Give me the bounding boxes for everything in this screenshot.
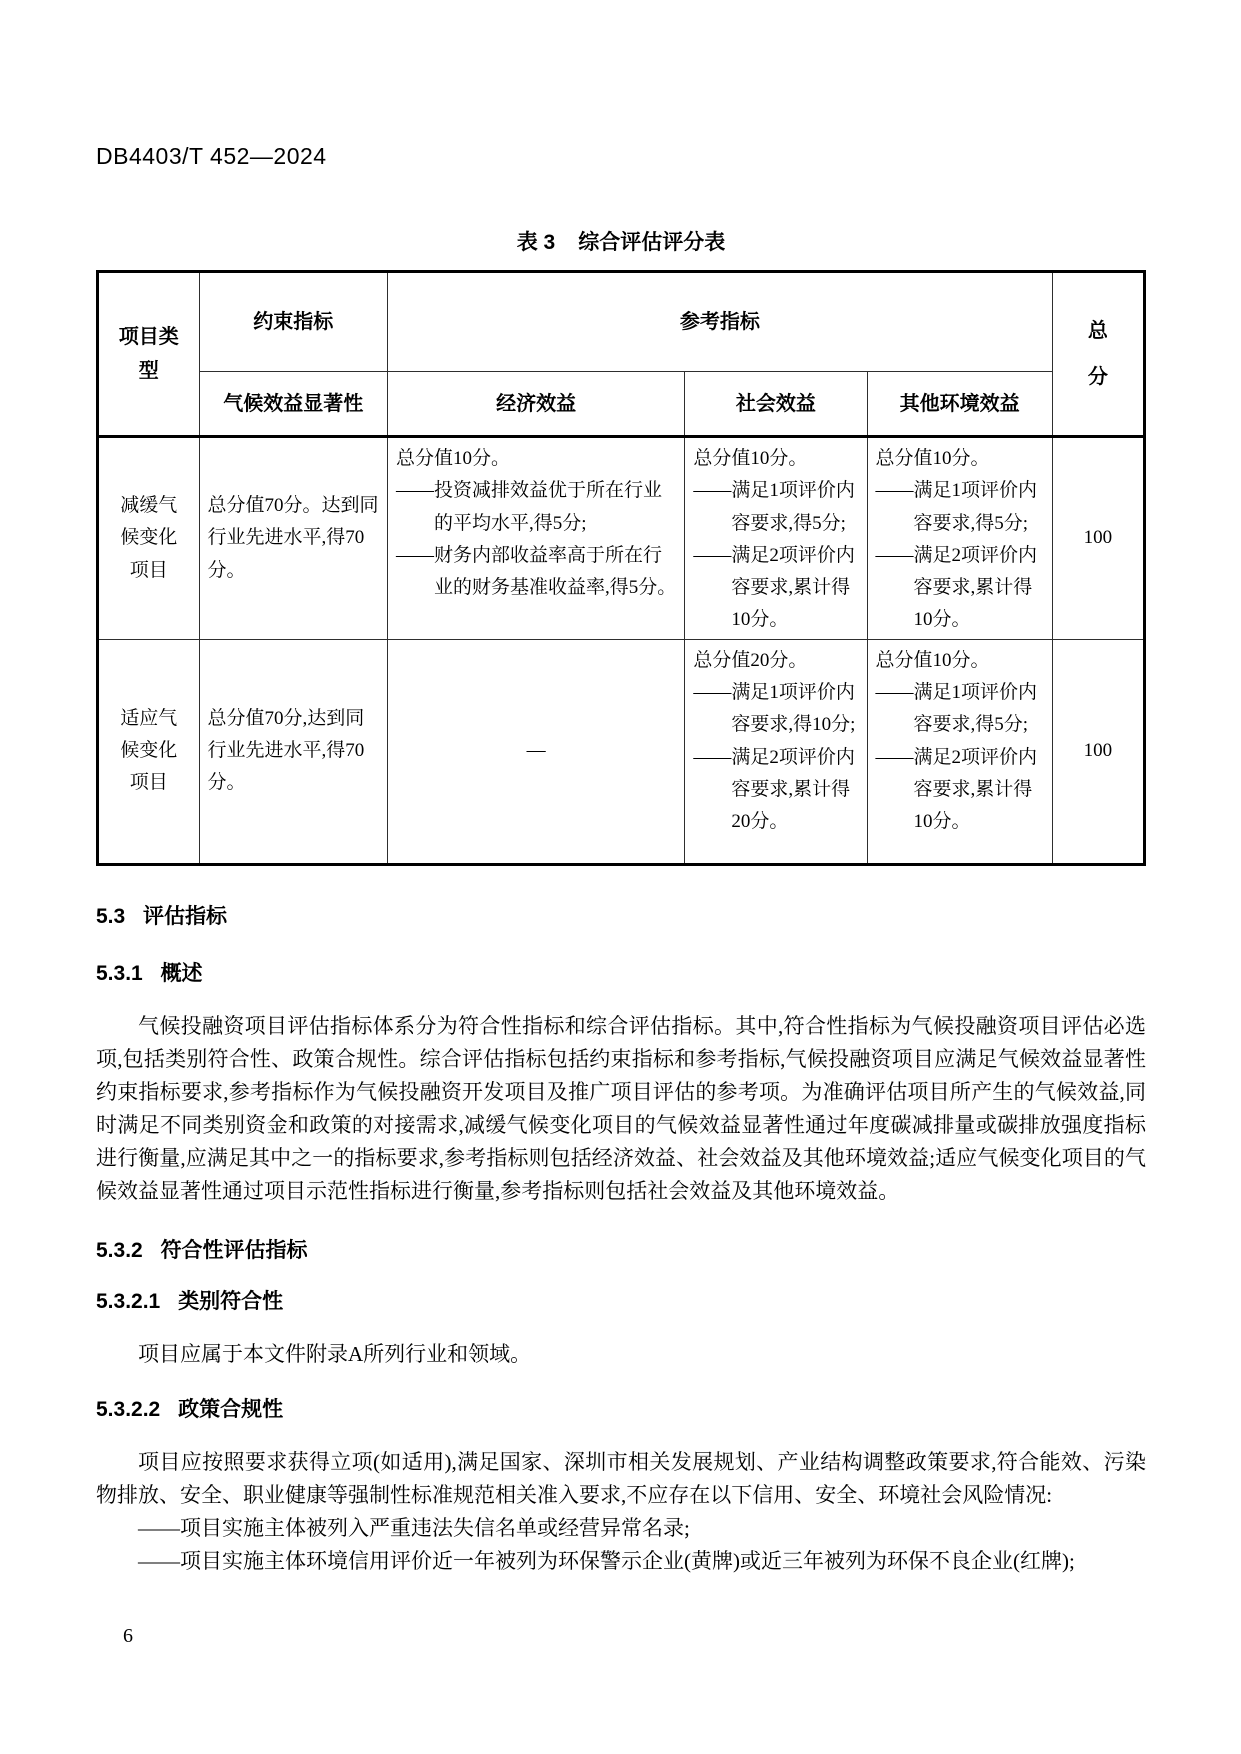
cell-adaptation-type bbox=[98, 639, 200, 864]
dash-item: ——满足1项评价内容要求,得5分; bbox=[875, 480, 1038, 534]
section-title: 概述 bbox=[160, 961, 203, 985]
section-number: 5.3.2.2 bbox=[96, 1397, 161, 1421]
section-title: 评估指标 bbox=[143, 904, 228, 928]
col-header-other-env: 其他环境效益 bbox=[867, 372, 1052, 437]
table-caption-label: 表 3 bbox=[516, 231, 556, 254]
col-header-total-text: 总分 bbox=[1087, 320, 1108, 388]
policy-risk-list bbox=[96, 1512, 1146, 1578]
list-item: ——项目实施主体环境信用评价近一年被列为环保警示企业(黄牌)或近三年被列为环保不良企业(红牌); bbox=[138, 1548, 1075, 1573]
col-header-social: 社会效益 bbox=[685, 372, 867, 437]
body-paragraph-category: 项目应属于本文件附录A所列行业和领域。 bbox=[138, 1341, 532, 1366]
section-heading-5-3-1 bbox=[96, 961, 1146, 986]
col-header-project-type-text: 项目类型 bbox=[118, 326, 179, 382]
section-title: 类别符合性 bbox=[178, 1289, 284, 1313]
cell-mitigation-other-env bbox=[867, 437, 1052, 640]
body-paragraph-policy: 项目应按照要求获得立项(如适用),满足国家、深圳市相关发展规划、产业结构调整政策要求,符合能效、污染物排放、安全、职业健康等强制性标准规范相关准入要求,不应存在以下信用、安全、环境社会风险情况: bbox=[96, 1449, 1146, 1507]
dash-item: ——财务内部收益率高于所在行业的财务基准收益率,得5分。 bbox=[396, 544, 677, 599]
cell-adaptation-climate-benefit: 总分值70分,达到同行业先进水平,得70分。 bbox=[199, 639, 387, 864]
standard-number: DB4403/T 452—2024 bbox=[96, 143, 327, 169]
header-row-groups bbox=[98, 272, 1145, 372]
section-heading-5-3-2-1 bbox=[96, 1289, 1146, 1314]
scoring-table bbox=[96, 270, 1146, 866]
section-title: 政策合规性 bbox=[178, 1397, 284, 1421]
cell-intro: 总分值10分。 bbox=[875, 649, 990, 671]
cell-intro: 总分值20分。 bbox=[693, 649, 808, 671]
dash-item: ——满足1项评价内容要求,得5分; bbox=[693, 480, 855, 534]
section-number: 5.3.1 bbox=[96, 961, 143, 985]
body-paragraph-overview: 气候投融资项目评估指标体系分为符合性指标和综合评估指标。其中,符合性指标为气候投融资项目评估必选项,包括类别符合性、政策合规性。综合评估指标包括约束指标和参考指标,气候投融资项目应满足气候效益显著性约束指标要求,参考指标作为气候投融资开发项目及推广项目评估的参考项。为准确评估项目所产生的气候效益,同时满足不同类别资金和政策的对接需求,减缓气候变化项目的气候效益显著性通过年度碳减排量或碳排放强度指标进行衡量,应满足其中之一的指标要求,参考指标则包括经济效益、社会效益及其他环境效益;适应气候变化项目的气候效益显著性通过项目示范性指标进行衡量,参考指标则包括社会效益及其他环境效益。 bbox=[96, 1013, 1146, 1203]
section-heading-5-3-2 bbox=[96, 1238, 1146, 1263]
col-header-climate-benefit: 气候效益显著性 bbox=[199, 372, 387, 437]
section-number: 5.3.2.1 bbox=[96, 1289, 161, 1313]
col-header-constraint-group: 约束指标 bbox=[199, 272, 387, 372]
section-number: 5.3 bbox=[96, 904, 126, 928]
col-header-total bbox=[1052, 272, 1144, 437]
section-title: 符合性评估指标 bbox=[160, 1238, 308, 1262]
dash-item: ——投资减排效益优于所在行业的平均水平,得5分; bbox=[396, 480, 663, 534]
col-header-reference-group: 参考指标 bbox=[388, 272, 1053, 372]
cell-adaptation-economic: — bbox=[388, 639, 685, 864]
cell-mitigation-social bbox=[685, 437, 867, 640]
list-item: ——项目实施主体被列入严重违法失信名单或经营异常名录; bbox=[138, 1515, 690, 1540]
dash-item: ——满足2项评价内容要求,累计得10分。 bbox=[875, 746, 1038, 833]
col-header-economic: 经济效益 bbox=[388, 372, 685, 437]
cell-adaptation-other-env bbox=[867, 639, 1052, 864]
table-row-mitigation bbox=[98, 437, 1145, 640]
section-heading-5-3-2-2 bbox=[96, 1397, 1146, 1422]
cell-mitigation-total: 100 bbox=[1052, 437, 1144, 640]
dash-item: ——满足2项评价内容要求,累计得20分。 bbox=[693, 746, 855, 833]
page-number: 6 bbox=[123, 1625, 133, 1647]
cell-adaptation-social bbox=[685, 639, 867, 864]
cell-intro: 总分值10分。 bbox=[396, 448, 511, 469]
cell-mitigation-climate-benefit: 总分值70分。达到同行业先进水平,得70分。 bbox=[199, 437, 387, 640]
dash-item: ——满足1项评价内容要求,得10分; bbox=[693, 682, 856, 736]
section-number: 5.3.2 bbox=[96, 1238, 143, 1262]
header-row-subcolumns bbox=[98, 372, 1145, 437]
dash-item: ——满足1项评价内容要求,得5分; bbox=[875, 682, 1038, 736]
section-heading-5-3 bbox=[96, 904, 1146, 929]
cell-intro: 总分值10分。 bbox=[693, 448, 808, 469]
dash-item: ——满足2项评价内容要求,累计得10分。 bbox=[875, 544, 1038, 631]
cell-adaptation-type-text: 适应气候变化项目 bbox=[120, 707, 178, 794]
cell-adaptation-total: 100 bbox=[1052, 639, 1144, 864]
cell-mitigation-economic bbox=[388, 437, 685, 640]
dash-item: ——满足2项评价内容要求,累计得10分。 bbox=[693, 544, 855, 631]
col-header-project-type bbox=[98, 272, 200, 437]
table-row-adaptation bbox=[98, 639, 1145, 864]
table-caption-text: 综合评估评分表 bbox=[578, 231, 726, 254]
cell-mitigation-type-text: 减缓气候变化项目 bbox=[120, 494, 178, 581]
cell-intro: 总分值10分。 bbox=[875, 448, 990, 469]
cell-mitigation-type bbox=[98, 437, 200, 640]
table-caption bbox=[96, 230, 1146, 256]
